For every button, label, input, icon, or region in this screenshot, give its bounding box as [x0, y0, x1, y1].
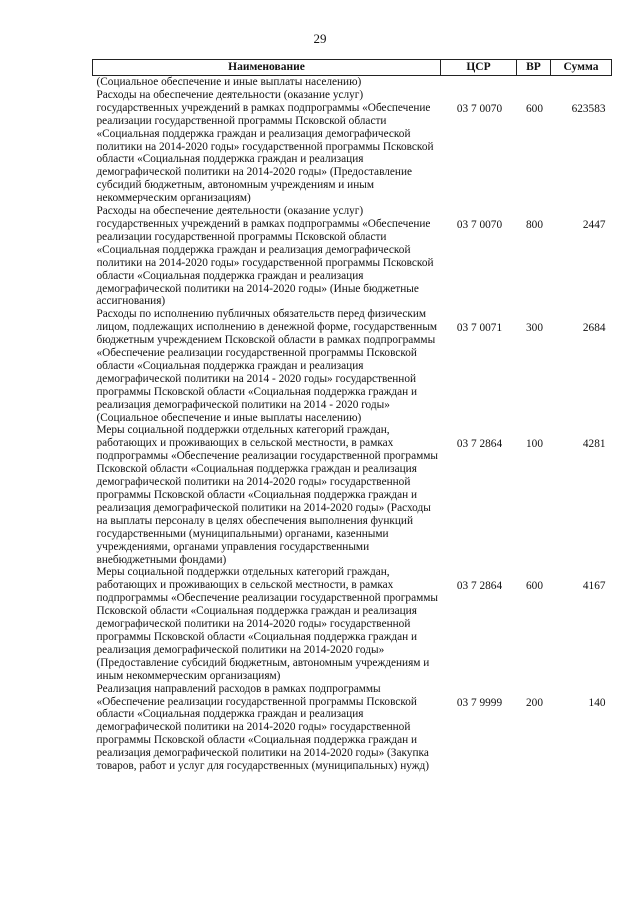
row-vr: 200 [526, 696, 543, 709]
row-name: Расходы по исполнению публичных обязательств перед физическим лицом, подлежащих исполнению в денежной форме, государственным бюджетным учреждением Псковской области в рамках подпрограммы «Обеспечение реализации государственной программы Псковской области «Социальная поддержка граждан и реализация демографической политики на 2014 - 2020 годы» государственной программы Псковской области «Социальная поддержка граждан и реализация демографической политики на 2014 - 2020 годы» (Социальное обеспечение и иные выплаты населению) [96, 308, 438, 424]
row-sum: 140 [588, 696, 606, 709]
row-vr: 800 [526, 219, 543, 232]
table-row [93, 205, 612, 308]
table-row [93, 424, 612, 566]
row-name: Реализация направлений расходов в рамках подпрограммы «Обеспечение реализации государственной программы Псковской области «Социальная поддержка граждан и реализация демографической политики на 2014-2020 годы» государственной программы Псковской области «Социальная поддержка граждан и реализация демографической политики на 2014-2020 годы» (Закупка товаров, работ и услуг для государственных (муниципальных) нужд) [96, 682, 430, 773]
row-csr: 03 7 0071 [456, 322, 503, 335]
budget-table [92, 59, 612, 773]
row-csr: 03 7 2864 [456, 580, 503, 593]
row-csr: 03 7 0070 [456, 219, 503, 232]
row-csr: 03 7 2864 [456, 438, 503, 451]
table-row [93, 308, 612, 424]
row-sum: 2684 [582, 322, 606, 335]
row-sum: 2447 [582, 219, 606, 232]
row-sum: 623583 [571, 102, 606, 115]
table-header [93, 60, 612, 76]
row-vr: 600 [526, 102, 543, 115]
header-csr: ЦСР [441, 60, 517, 76]
row-vr: 300 [526, 322, 543, 335]
page-number: 29 [313, 31, 327, 46]
row-sum: 4167 [582, 580, 606, 593]
header-name: Наименование [93, 60, 441, 76]
row-vr: 100 [526, 438, 543, 451]
table-row-continuation [93, 76, 612, 89]
continuation-text: (Социальное обеспечение и иные выплаты населению) [96, 76, 362, 88]
row-vr: 600 [526, 580, 543, 593]
table-row [93, 89, 612, 205]
table-body [93, 76, 612, 773]
row-sum: 4281 [582, 438, 606, 451]
row-name: Расходы на обеспечение деятельности (оказание услуг) государственных учреждений в рамках подпрограммы «Обеспечение реализации государственной программы Псковской области «Социальная поддержка граждан и реализация демографической политики на 2014-2020 годы» государственной программы Псковской области «Социальная поддержка граждан и реализация демографической политики на 2014-2020 годы» (Иные бюджетные ассигнования) [96, 205, 434, 308]
row-name: Меры социальной поддержки отдельных категорий граждан, работающих и проживающих в сельской местности, в рамках подпрограммы «Обеспечение реализации государственной программы Псковской области «Социальная поддержка граждан и реализация демографической политики на 2014-2020 годы» государственной программы Псковской области «Социальная поддержка граждан и реализация демографической политики на 2014-2020 годы» (Расходы на выплаты персоналу в целях обеспечения выполнения функций государственными (муниципальными) органами, казенными учреждениями, органами управления государственными внебюджетными фондами) [96, 424, 438, 566]
table-row [93, 683, 612, 773]
table-header-row [93, 60, 612, 76]
row-name: Расходы на обеспечение деятельности (оказание услуг) государственных учреждений в рамках подпрограммы «Обеспечение реализации государственной программы Псковской области «Социальная поддержка граждан и реализация демографической политики на 2014-2020 годы» государственной программы Псковской области «Социальная поддержка граждан и реализация демографической политики на 2014-2020 годы» (Предоставление субсидий бюджетным, автономным учреждениям и иным некоммерческим организациям) [96, 88, 434, 205]
header-sum: Сумма [551, 60, 612, 76]
header-vr: ВР [517, 60, 551, 76]
row-csr: 03 7 0070 [456, 102, 503, 115]
row-name: Меры социальной поддержки отдельных категорий граждан, работающих и проживающих в сельской местности, в рамках подпрограммы «Обеспечение реализации государственной программы Псковской области «Социальная поддержка граждан и реализация демографической политики на 2014-2020 годы» государственной программы Псковской области «Социальная поддержка граждан и реализация демографической политики на 2014-2020 годы» (Предоставление субсидий бюджетным, автономным учреждениям и иным некоммерческим организациям) [96, 566, 438, 682]
row-csr: 03 7 9999 [456, 696, 503, 709]
table-row [93, 566, 612, 682]
